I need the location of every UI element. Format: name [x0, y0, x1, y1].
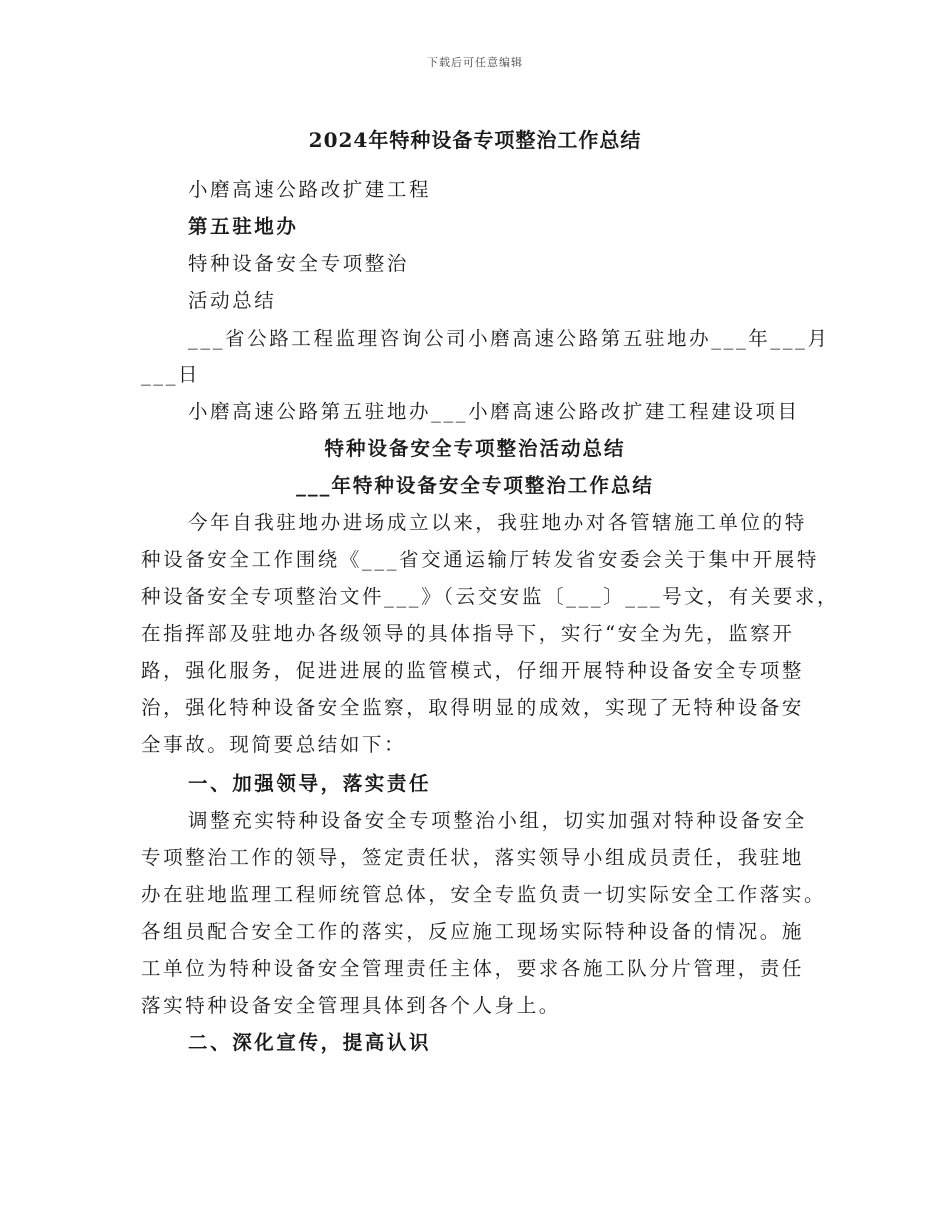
paragraph-line: 治，强化特种设备安全监察，取得明显的成效，实现了无特种设备安	[141, 696, 805, 719]
paragraph-line: 路，强化服务，促进进展的监管模式，仔细开展特种设备安全专项整	[141, 659, 805, 682]
paragraph-line: 全事故。现简要总结如下：	[141, 733, 407, 756]
issuer-line-2: ___日	[141, 363, 201, 386]
paragraph-line: 落实特种设备安全管理具体到各个人身上。	[141, 994, 561, 1017]
section-1-heading: 一、加强领导，落实责任	[188, 772, 432, 795]
paragraph-line: 今年自我驻地办进场成立以来，我驻地办对各管辖施工单位的特	[188, 511, 807, 534]
subtitle-1: 特种设备安全专项整治活动总结	[324, 437, 626, 460]
subtitle-2: ___年特种设备安全专项整治工作总结	[296, 474, 654, 497]
header-note: 下载后可任意编辑	[427, 56, 523, 69]
office-name: 第五驻地办	[188, 215, 299, 238]
paragraph-line: 种设备安全专项整治文件___》（云交安监〔___〕___号文，有关要求，	[141, 585, 840, 608]
issuer-line-1: ___省公路工程监理咨询公司小磨高速公路第五驻地办___年___月	[188, 327, 830, 350]
paragraph-line: 调整充实特种设备安全专项整治小组，切实加强对特种设备安全	[188, 809, 807, 832]
subject-line-1: 特种设备安全专项整治	[188, 252, 410, 275]
paragraph-line: 办在驻地监理工程师统管总体，安全专监负责一切实际安全工作落实。	[141, 883, 827, 906]
paragraph-line: 各组员配合安全工作的落实，反应施工现场实际特种设备的情况。施	[141, 920, 805, 943]
paragraph-line: 种设备安全工作围绕《___省交通运输厅转发省安委会关于集中开展特	[141, 548, 819, 571]
paragraph-line: 专项整治工作的领导，签定责任状，落实领导小组成员责任，我驻地	[141, 846, 805, 869]
project-line: 小磨高速公路第五驻地办___小磨高速公路改扩建工程建设项目	[188, 400, 800, 423]
subject-line-2: 活动总结	[188, 289, 277, 312]
document-title: 2024年特种设备专项整治工作总结	[308, 128, 642, 152]
section-2-heading: 二、深化宣传，提高认识	[188, 1031, 432, 1054]
paragraph-line: 工单位为特种设备安全管理责任主体，要求各施工队分片管理，责任	[141, 957, 805, 980]
paragraph-line: 在指挥部及驻地办各级领导的具体指导下，实行“安全为先，监察开	[141, 622, 795, 645]
project-name: 小磨高速公路改扩建工程	[188, 178, 432, 201]
